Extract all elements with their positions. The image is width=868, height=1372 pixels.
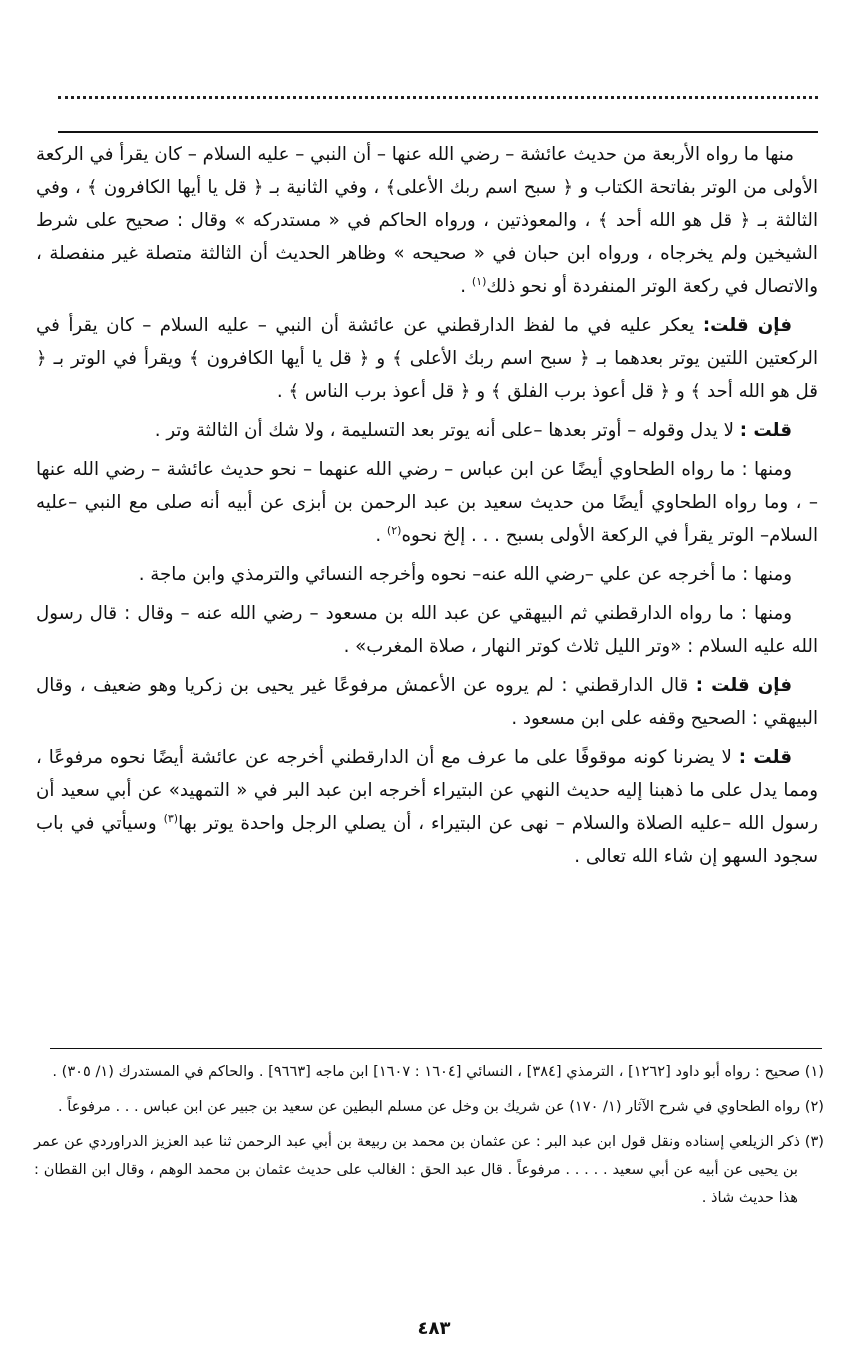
footnote-rule [50, 1048, 822, 1049]
paragraph-tail: . [375, 525, 387, 546]
paragraph [36, 453, 818, 552]
paragraph [36, 597, 818, 663]
footnote-number: (٢) [804, 1098, 824, 1115]
footnote [34, 1128, 824, 1212]
paragraph-text: ومنها : ما رواه الطحاوي أيضًا عن ابن عباس – رضي الله عنهما – نحو حديث عائشة – رضي الله عنها – ، وما رواه الطحاوي أيضًا من حديث سعيد بن عبد الرحمن بن أبزى عن أبيه أنه صلى مع النبي –عليه السلام– الوتر يقرأ في الركعة الأولى بسبح . . . إلخ نحوه [36, 459, 818, 546]
paragraph [36, 414, 818, 447]
paragraph [36, 138, 818, 303]
footnote [34, 1093, 824, 1121]
paragraph-text: منها ما رواه الأربعة من حديث عائشة – رضي الله عنها – أن النبي – عليه السلام – كان يقرأ في الركعة الأولى من الوتر بفاتحة الكتاب و ﴿ سبح اسم ربك الأعلى﴾ ، وفي الثانية بـ ﴿ قل يا أيها الكافرون ﴾ ، وفي الثالثة بـ ﴿ قل هو الله أحد ﴾ ، والمعوذتين ، ورواه الحاكم في « مستدركه » وقال : صحيح على شرط الشيخين ولم يخرجاه ، ورواه ابن حبان في « صحيحه » وظاهر الحديث أن الثالثة متصلة غير منفصلة ، والاتصال في ركعة الوتر المنفردة أو نحو ذلك [36, 144, 818, 297]
paragraph [36, 558, 818, 591]
dotted-separator [58, 96, 818, 99]
footnote-number: (١) [804, 1063, 824, 1080]
paragraph-lead: قلت : [738, 747, 792, 768]
paragraph-text: ومنها : ما رواه الدارقطني ثم البيهقي عن عبد الله بن مسعود – رضي الله عنه – وقال : قال رسول الله عليه السلام : «وتر الليل ثلاث كوتر النهار ، صلاة المغرب» . [36, 603, 818, 657]
footnote-number: (٣) [804, 1133, 824, 1150]
main-text [36, 138, 818, 879]
paragraph [36, 309, 818, 408]
footnote [34, 1058, 824, 1086]
footnote-ref: (٣) [163, 811, 179, 825]
paragraph-text: لا يضرنا كونه موقوفًا على ما عرف مع أن الدارقطني أخرجه عن عائشة أيضًا نحوه مرفوعًا ، ومما يدل على ما ذهبنا إليه حديث النهي عن البتيراء أخرجه ابن عبد البر في « التمهيد» عن أبي سعيد أن رسول الله –عليه الصلاة والسلام – نهى عن البتيراء ، أن يصلي الرجل واحدة يوتر بها [36, 747, 818, 834]
paragraph-lead: قلت : [739, 420, 792, 441]
footnotes [34, 1058, 824, 1219]
paragraph-text: قال الدارقطني : لم يروه عن الأعمش مرفوعًا غير يحيى بن زكريا وهو ضعيف ، وقال البيهقي : الصحيح وقفه على ابن مسعود . [36, 675, 818, 729]
paragraph-text: لا يدل وقوله – أوتر بعدها –على أنه يوتر بعد التسليمة ، ولا شك أن الثالثة وتر . [154, 420, 740, 441]
paragraph-tail: . [460, 276, 472, 297]
page-number: ٤٨٣ [417, 1318, 451, 1339]
footnote-text: صحيح : رواه أبو داود [١٢٦٢] ، الترمذي [٣٨٤] ، النسائي [١٦٠٤ : ١٦٠٧] ابن ماجه [٩٦٦٣] . والحاكم في المستدرك (١/ ٣٠٥) . [52, 1063, 805, 1080]
footnote-text: رواه الطحاوي في شرح الآثار (١/ ١٧٠) عن شريك بن وخل عن مسلم البطين عن سعيد بن جبير عن ابن عباس . . . مرفوعاً . [58, 1098, 805, 1115]
paragraph [36, 741, 818, 873]
paragraph [36, 669, 818, 735]
footnote-ref: (٢) [386, 523, 402, 537]
footnote-text: ذكر الزيلعي إسناده ونقل قول ابن عبد البر : عن عثمان بن محمد بن ربيعة بن أبي عبد الرحمن ثنا عبد العزيز الدراوردي عن عمر بن يحيى عن أبيه عن أبي سعيد . . . . . مرفوعاً . قال عبد الحق : الغالب على حديث عثمان بن محمد الوهم ، وقال ابن القطان : هذا حديث شاذ . [34, 1133, 805, 1206]
footnote-ref: (١) [471, 274, 487, 288]
paragraph-tail: وسيأتي في باب سجود السهو إن شاء الله تعالى . [36, 813, 818, 867]
paragraph-lead: فإن قلت : [695, 675, 792, 696]
paragraph-lead: فإن قلت: [702, 315, 793, 336]
paragraph-text: ومنها : ما أخرجه عن علي –رضي الله عنه– نحوه وأخرجه النسائي والترمذي وابن ماجة . [138, 564, 792, 585]
paragraph-text: يعكر عليه في ما لفظ الدارقطني عن عائشة أن النبي – عليه السلام – كان يقرأ في الركعتين اللتين يوتر بعدهما بـ ﴿ سبح اسم ربك الأعلى ﴾ و ﴿ قل يا أيها الكافرون ﴾ ويقرأ في الوتر بـ ﴿ قل هو الله أحد ﴾ و ﴿ قل أعوذ برب الفلق ﴾ و ﴿ قل أعوذ برب الناس ﴾ . [36, 315, 818, 402]
top-rule [58, 131, 818, 133]
